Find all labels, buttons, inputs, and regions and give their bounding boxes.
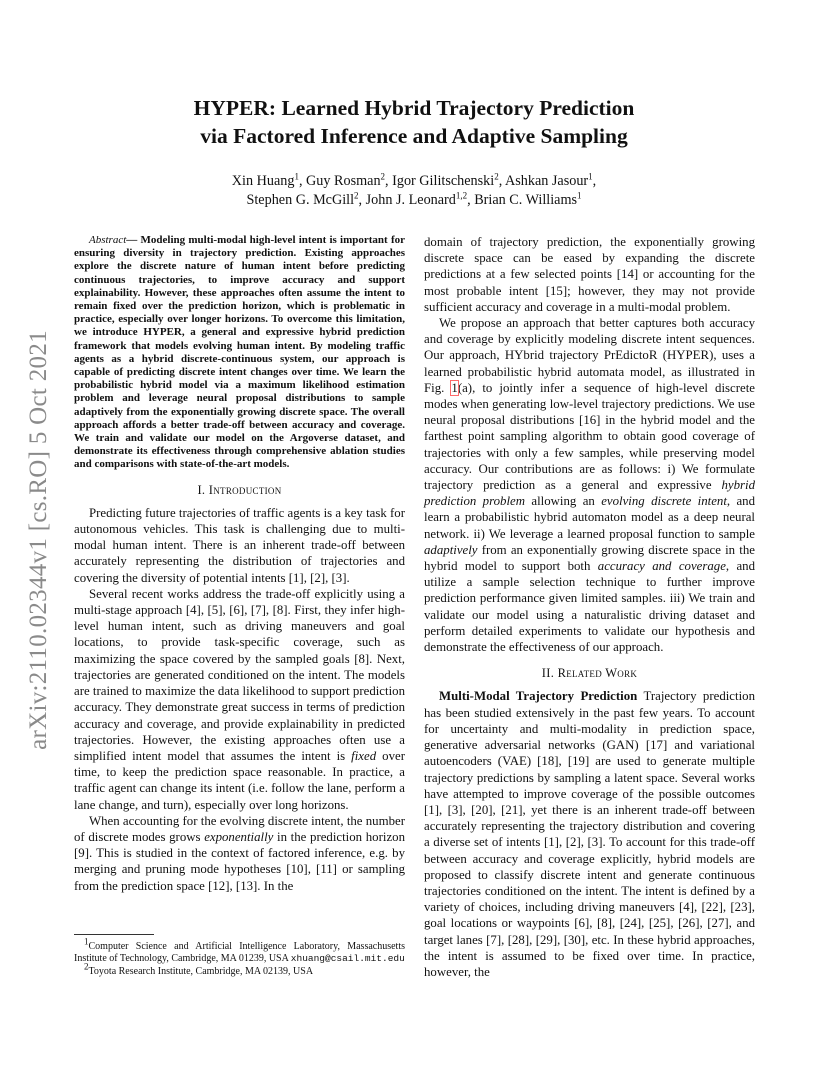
author-email-link[interactable]: xhuang@csail.mit.edu bbox=[290, 953, 405, 965]
author-affiliation: 2 bbox=[380, 171, 386, 182]
intro-p2-emphasis: fixed bbox=[351, 748, 377, 763]
intro-p5-emphasis-4: accuracy and coverage bbox=[597, 559, 726, 574]
intro-p5-emphasis-2: evolving discrete intent bbox=[601, 494, 727, 509]
author-name: Ashkan Jasour bbox=[505, 173, 589, 189]
author-line-2: Stephen G. McGill$^2$, John J. Leonard$^{1,2}$, Brian C. Williams$^1$ bbox=[246, 190, 582, 208]
intro-paragraph-4: domain of trajectory prediction, the exponentially growing discrete space can be eased by expanding the discrete predictions at a few selected points [14] or accounting for the most probable intent [15]; however, they may not provide sufficient accuracy and coverage in a multi-modal problem. bbox=[424, 235, 755, 314]
figure-1-reference-link[interactable]: 1 bbox=[451, 380, 458, 395]
intro-p3-text: When accounting for the evolving discrete intent, the number of discrete modes grows bbox=[74, 813, 405, 844]
author-block bbox=[0, 172, 828, 210]
related-work-paragraph-1 bbox=[424, 688, 755, 980]
author-affiliation: 1 bbox=[294, 171, 299, 182]
intro-p5-text-b: (a), to jointly infer a sequence of high-level discrete modes when generating low-level trajectory predictions. We use neural proposal distributions [16] in the hybrid model and the farthest point sampling algorithm to obtain good coverage of trajectories with only a few samples, while preserving model accuracy. Our contributions are as follows: i) We formulate trajectory prediction as a general and expressive bbox=[424, 380, 755, 493]
arxiv-identifier-stamp bbox=[22, 290, 56, 790]
intro-p5-text: We propose an approach that better captures both accuracy and coverage by explicitly modeling discrete intent sequences. Our approach, HYbrid trajectory PrEdictoR (HYPER), uses a learned probabilistic hybrid automata model, as illustrated in Fig. bbox=[424, 316, 755, 395]
footnote-divider bbox=[74, 934, 154, 935]
intro-p2-text: Several recent works address the trade-off explicitly using a multi-stage approach [4], [5], [6], [7], [8]. First, they infer high-level human intent, such as driving maneuvers and goal locations, to provide task-specific coverage, such as maximizing the space covered by the sampled goals [8]. Next, trajectories are generated conditioned on the intent. The models are trained to maximize the data likelihood to support prediction accuracy. They demonstrate great success in terms of prediction accuracy and coverage, and provide explainability in predicted trajectories. However, the existing approaches often use a simplified intent model that assumes the intent is bbox=[74, 586, 405, 763]
footnote-2-text: Toyota Research Institute, Cambridge, MA 02139, USA bbox=[88, 965, 314, 977]
right-column bbox=[424, 234, 755, 980]
intro-p3-text-cont: in the prediction horizon [9]. This is studied in the context of factored inference, e.g. by merging and pruning mode hypotheses [10], [11] or sampling from the prediction space [12], [13]. In the bbox=[74, 829, 405, 893]
intro-paragraph-2 bbox=[74, 586, 405, 813]
intro-p5-text-e: from an exponentially growing discrete space in the hybrid model to support both bbox=[424, 542, 755, 574]
author-name: Brian C. Williams bbox=[474, 192, 578, 208]
author-name: John J. Leonard bbox=[365, 192, 456, 208]
author-affiliation: 2 bbox=[494, 171, 499, 182]
author-name: Xin Huang bbox=[231, 173, 295, 189]
author-affiliation: 2 bbox=[354, 190, 359, 201]
section-heading-introduction: I. Introduction bbox=[197, 482, 282, 497]
author-name: Igor Gilitschenski bbox=[392, 173, 495, 189]
intro-p2-text-cont: over time, to keep the prediction space reasonable. In practice, a traffic agent can change its intent (i.e. follow the lane, perform a lane change, and turn), especially over long horizons. bbox=[74, 748, 405, 812]
intro-p5-text-f: , and utilize a sample selection technique to further improve prediction performance given limited samples. iii) We train and validate our model using a naturalistic driving dataset and perform detailed experiments to validate our hypothesis and demonstrate the effectiveness of our approach. bbox=[424, 559, 756, 655]
intro-paragraph-3 bbox=[74, 813, 405, 894]
author-affiliation: 1 bbox=[577, 190, 582, 201]
intro-paragraph-1: Predicting future trajectories of traffic agents is a key task for autonomous vehicles. This task is challenging due to multi-modal human intent. There is an inherent trade-off between accurately representing the distribution of trajectories and covering the diversity of potential intents [1], [2], [3]. bbox=[74, 505, 405, 585]
footnote-2: $^2$Toyota Research Institute, Cambridge, MA 02139, USA bbox=[84, 961, 314, 977]
intro-p5-emphasis-1: hybrid prediction problem bbox=[424, 478, 755, 509]
intro-p5-text-d: , and learn a probabilistic hybrid automaton model as a deep neural network. ii) We leverage a learned proposal function to sample bbox=[424, 494, 756, 541]
intro-p3-emphasis: exponentially bbox=[204, 829, 274, 844]
abstract bbox=[74, 234, 405, 472]
author-name: Stephen G. McGill bbox=[246, 192, 355, 208]
title-line-1: HYPER: Learned Hybrid Trajectory Prediction bbox=[193, 96, 635, 120]
related-work-paragraph-heading: Multi-Modal Trajectory Prediction bbox=[439, 689, 638, 704]
abstract-text: — Modeling multi-modal high-level intent is important for ensuring diversity in trajectory prediction. Existing approaches explore the discrete nature of human intent before predicting continuous trajectories, to improve accuracy and support explainability. However, these approaches often assume the intent to remain fixed over the prediction horizon, which is problematic in practice, especially over longer horizons. To overcome this limitation, we introduce HYPER, a general and expressive hybrid prediction framework that models evolving human intent. By modeling traffic agents as a hybrid discrete-continuous system, our approach is capable of predicting discrete intent changes over time. We learn the probabilistic hybrid model via a maximum likelihood estimation problem and leverage neural proposal distributions to sample adaptively from the exponentially growing discrete space. The overall approach affords a better trade-off between accuracy and coverage. We train and validate our model on the Argoverse dataset, and demonstrate its effectiveness through comprehensive ablation studies and comparisons with state-of-the-art models. bbox=[74, 234, 405, 471]
paper-title bbox=[0, 94, 828, 150]
intro-p5-text-c: allowing an bbox=[525, 494, 602, 509]
author-line-1: Xin Huang$^1$, Guy Rosman$^2$, Igor Gilitschenski$^2$, Ashkan Jasour$^1$, bbox=[231, 171, 597, 189]
author-name: Guy Rosman bbox=[306, 173, 381, 189]
title-line-2: via Factored Inference and Adaptive Sampling bbox=[200, 124, 628, 148]
left-column bbox=[74, 234, 405, 894]
footnotes bbox=[74, 936, 405, 978]
author-affiliation: 1 bbox=[588, 171, 593, 182]
intro-paragraph-5 bbox=[424, 315, 755, 655]
abstract-label: Abstract bbox=[89, 234, 127, 246]
author-affiliation: 1,2 bbox=[455, 190, 468, 201]
arxiv-identifier-text: arXiv:2110.02344v1 [cs.RO] 5 Oct 2021 bbox=[25, 330, 52, 750]
footnote-1: $^1$Computer Science and Artificial Intelligence Laboratory, Massachusetts Institute of Technology, Cambridge, MA 01239, USA xhuang@csail.mit.edu bbox=[74, 936, 405, 965]
related-work-text: Trajectory prediction has been studied extensively in the past few years. To account for uncertainty and multi-modality in prediction space, generative adversarial networks (GAN) [17] and variational autoencoders (VAE) [18], [19] are used to generate multiple trajectory predictions by sampling a latent space. Several works have attempted to improve coverage of the possible outcomes [1], [3], [20], [21], yet there is an inherent trade-off between accurately representing the trajectory distribution and covering a diverse set of intents [1], [2], [3]. To account for this trade-off between accuracy and coverage explicitly, hybrid models are proposed to classify discrete intent and generate continuous trajectories conditioned on the intent. The intent is defined by a variety of choices, including driving maneuvers [4], [22], [23], goal locations or waypoints [6], [8], [24], [25], [26], [27], and target lanes [7], [28], [29], [30], etc. In these hybrid approaches, the intent is assumed to be fixed over time. In practice, however, the bbox=[424, 689, 755, 979]
intro-p5-emphasis-3: adaptively bbox=[424, 542, 478, 557]
footnote-1-text: Computer Science and Artificial Intelligence Laboratory, Massachusetts Institute of Technology, Cambridge, MA 01239, USA bbox=[74, 941, 405, 965]
section-heading-related-work: II. Related Work bbox=[541, 666, 638, 681]
